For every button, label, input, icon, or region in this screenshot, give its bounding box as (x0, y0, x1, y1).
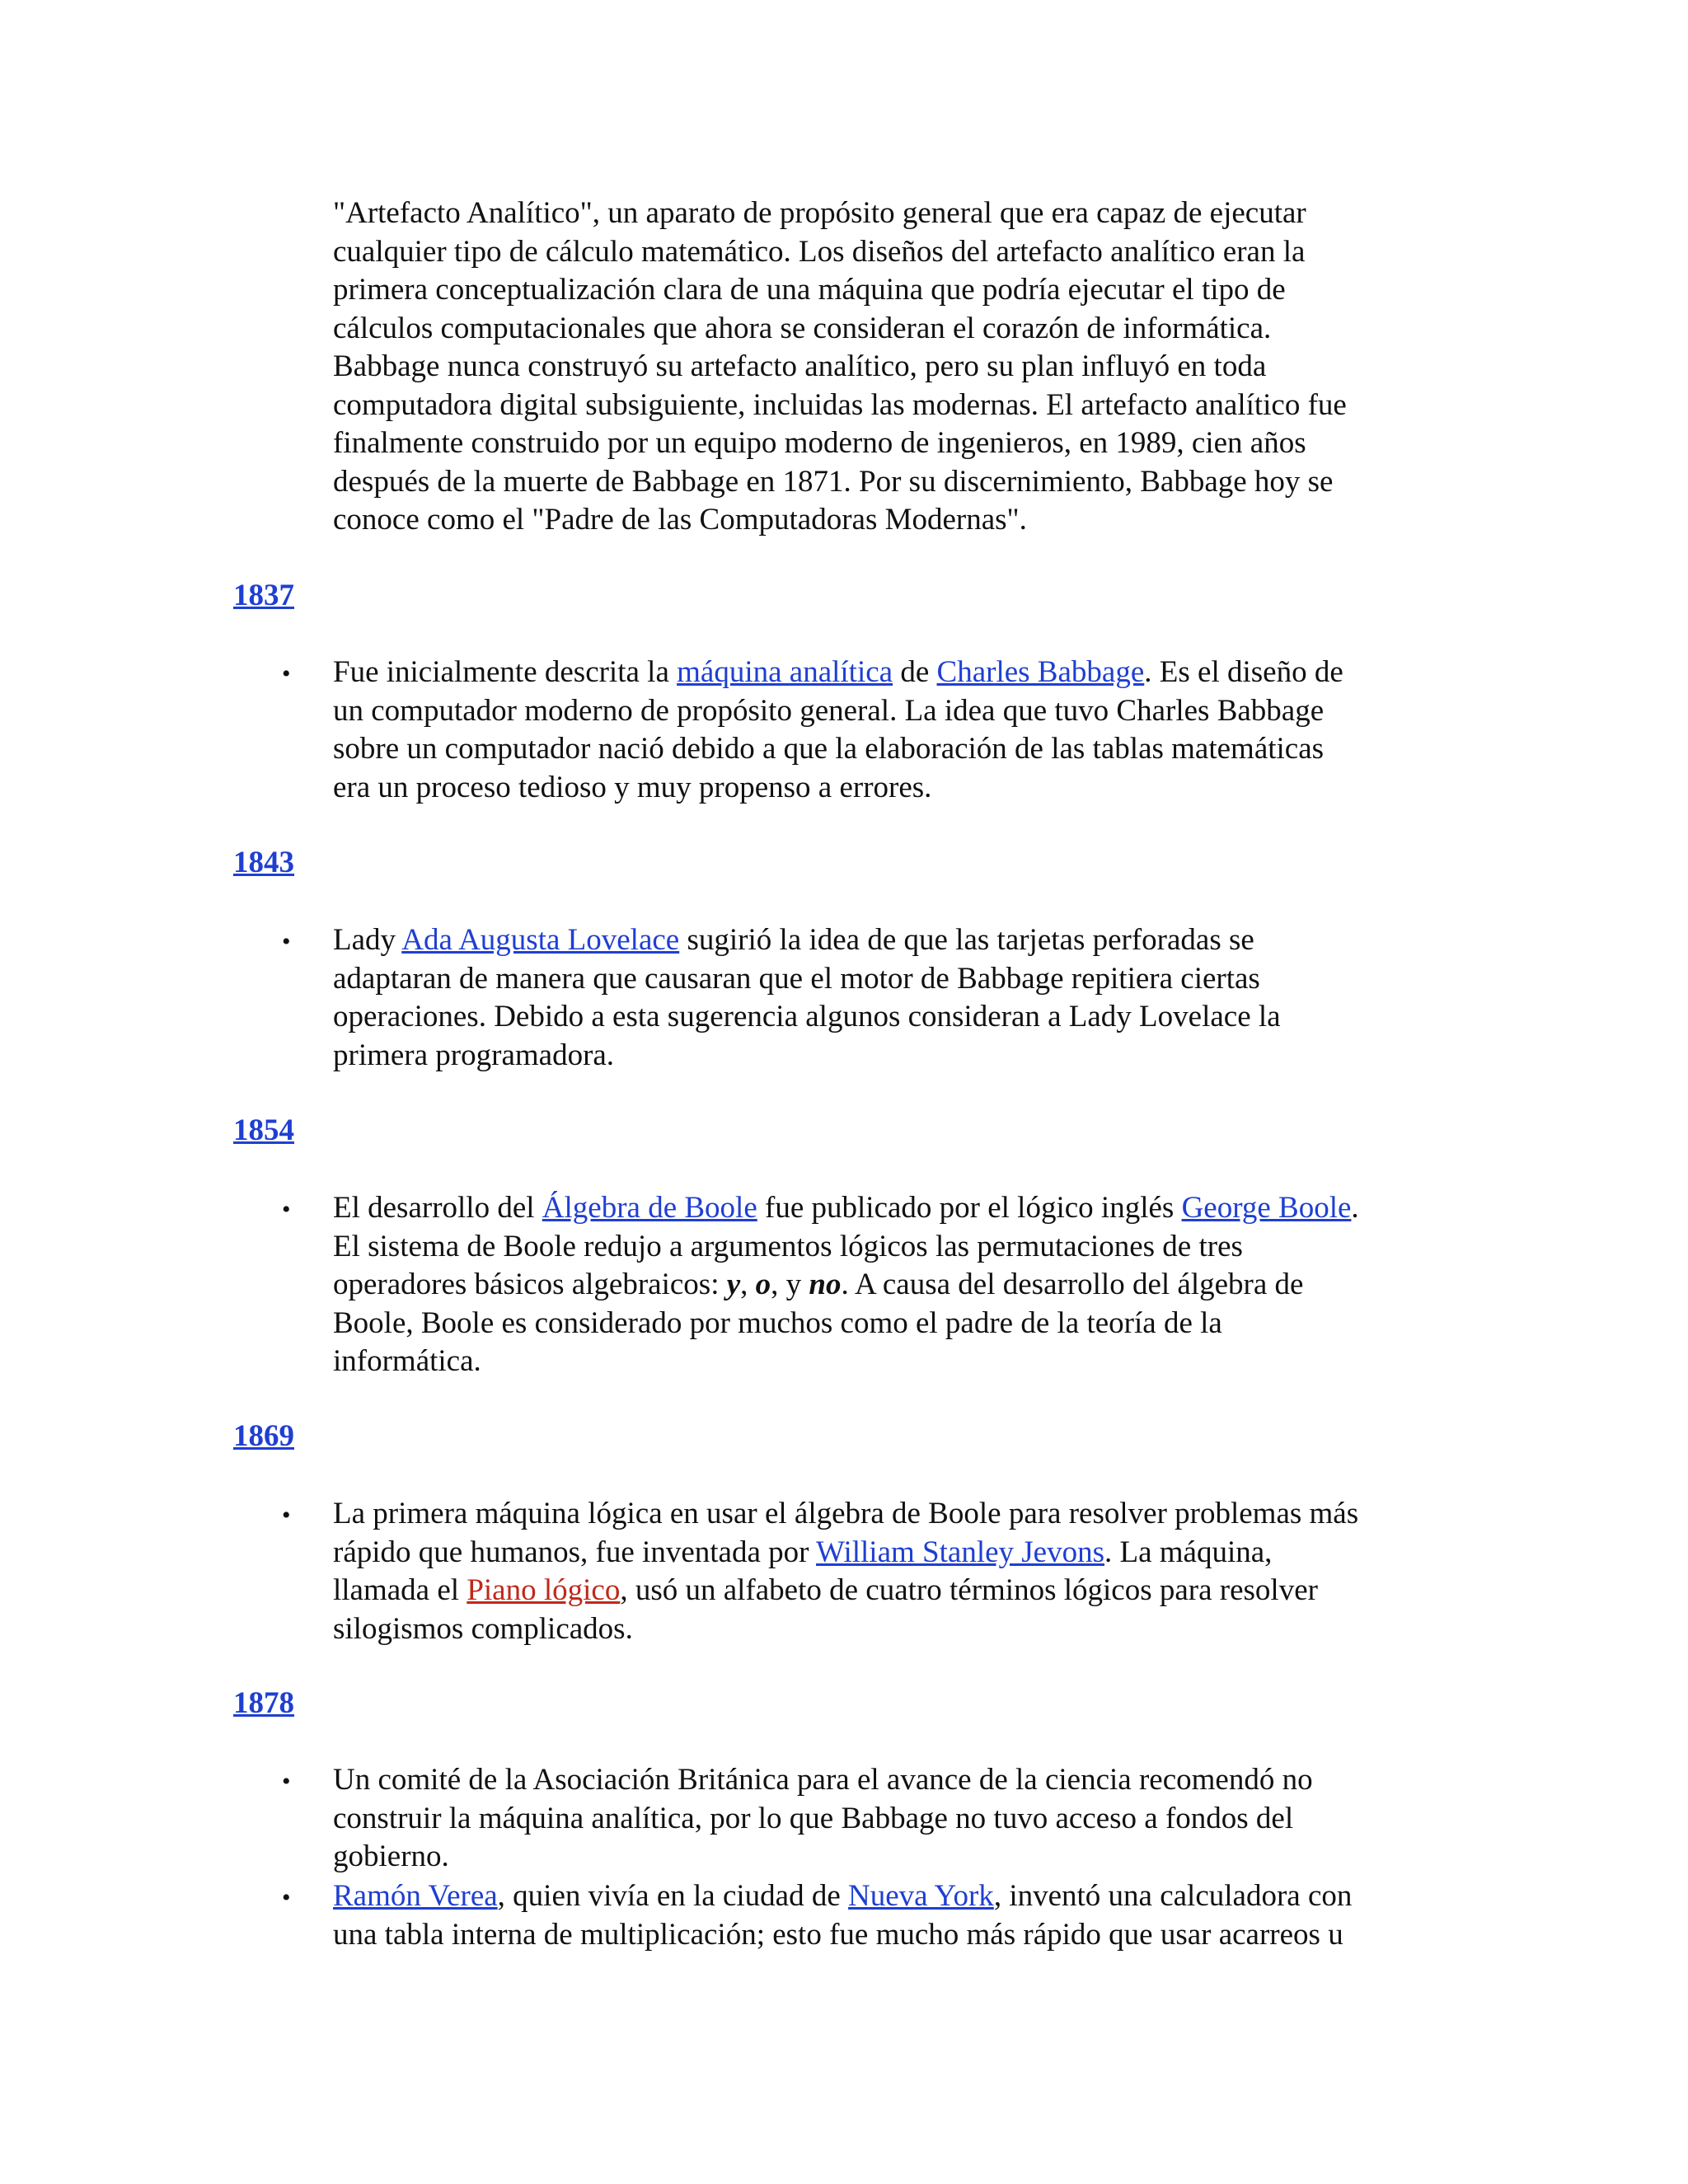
text-span: fue publicado por el lógico inglés (757, 1191, 1182, 1225)
text-line: computadora digital subsiguiente, incluidas las modernas. El artefacto analítico fue (333, 387, 1347, 422)
text-span: El desarrollo del (333, 1191, 542, 1225)
link-algebra-de-boole[interactable]: Álgebra de Boole (542, 1191, 757, 1225)
text-line: primera programadora. (333, 1038, 615, 1072)
text-span: llamada el (333, 1573, 467, 1607)
text-line: La primera máquina lógica en usar el álgebra de Boole para resolver problemas más (333, 1497, 1359, 1530)
text-span: . (1351, 1191, 1359, 1225)
text-line: finalmente construido por un equipo moderno de ingenieros, en 1989, cien años (333, 426, 1306, 460)
text-line (333, 921, 1470, 960)
text-span: rápido que humanos, fue inventada por (333, 1535, 817, 1569)
link-piano-logico[interactable]: Piano lógico (467, 1573, 621, 1607)
text-span: sugirió la idea de que las tarjetas perforadas se (679, 923, 1254, 957)
emphasis-o: o (755, 1268, 771, 1301)
text-line: adaptaran de manera que causaran que el motor de Babbage repitiera ciertas (333, 961, 1260, 996)
text-line: cualquier tipo de cálculo matemático. Los diseños del artefacto analítico eran la (333, 234, 1306, 269)
text-line (333, 654, 1470, 692)
bullet-icon: • (282, 1768, 291, 1795)
text-line: informática. (333, 1344, 481, 1378)
entry-1878-b (333, 1877, 1470, 1954)
year-heading-1843[interactable]: 1843 (233, 846, 294, 879)
text-span: , usó un alfabeto de cuatro términos lógicos para resolver (620, 1573, 1318, 1607)
link-ada-augusta-lovelace[interactable]: Ada Augusta Lovelace (401, 923, 680, 957)
text-line: conoce como el "Padre de las Computadoras Modernas". (333, 503, 1027, 537)
entry-1854 (333, 1189, 1470, 1381)
bullet-icon: • (282, 1196, 291, 1223)
text-line: Un comité de la Asociación Británica para el avance de la ciencia recomendó no (333, 1763, 1313, 1797)
text-line (333, 1266, 1470, 1305)
text-line: un computador moderno de propósito general. La idea que tuvo Charles Babbage (333, 693, 1325, 728)
text-line: "Artefacto Analítico", un aparato de propósito general que era capaz de ejecutar (333, 196, 1306, 230)
link-george-boole[interactable]: George Boole (1181, 1191, 1352, 1225)
text-line (333, 1189, 1470, 1228)
text-line: sobre un computador nació debido a que la elaboración de las tablas matemáticas (333, 732, 1325, 766)
emphasis-y: y (726, 1268, 741, 1301)
text-line: gobierno. (333, 1840, 449, 1873)
text-span: Fue inicialmente descrita la (333, 655, 678, 689)
text-span: . A causa del desarrollo del álgebra de (841, 1268, 1304, 1301)
bullet-icon: • (282, 1502, 291, 1529)
bullet-icon: • (282, 660, 291, 687)
year-heading-1878[interactable]: 1878 (233, 1686, 294, 1720)
text-line: Boole, Boole es considerado por muchos como el padre de la teoría de la (333, 1305, 1222, 1340)
text-line: después de la muerte de Babbage en 1871. Por su discernimiento, Babbage hoy se (333, 464, 1334, 499)
text-line: era un proceso tedioso y muy propenso a errores. (333, 770, 932, 804)
text-line (333, 1534, 1470, 1572)
text-span: . Es el diseño de (1144, 655, 1343, 689)
entry-1878-a (333, 1761, 1470, 1877)
text-line (333, 1572, 1470, 1610)
year-heading-1854[interactable]: 1854 (233, 1113, 294, 1147)
year-heading-1837[interactable]: 1837 (233, 579, 294, 612)
text-span: . La máquina, (1104, 1535, 1273, 1569)
bullet-icon: • (282, 1884, 291, 1911)
text-span: Lady (333, 923, 402, 957)
intro-paragraph (333, 194, 1470, 540)
link-ramon-verea[interactable]: Ramón Verea (333, 1879, 498, 1913)
text-line: primera conceptualización clara de una máquina que podría ejecutar el tipo de (333, 273, 1286, 307)
text-span: , quien vivía en la ciudad de (497, 1879, 849, 1913)
text-line: una tabla interna de multiplicación; esto fue mucho más rápido que usar acarreos u (333, 1917, 1343, 1952)
text-line: construir la máquina analítica, por lo que Babbage no tuvo acceso a fondos del (333, 1801, 1294, 1835)
link-william-stanley-jevons[interactable]: William Stanley Jevons (816, 1535, 1104, 1569)
link-charles-babbage[interactable]: Charles Babbage (936, 655, 1145, 689)
year-heading-1869[interactable]: 1869 (233, 1419, 294, 1453)
emphasis-no: no (809, 1268, 842, 1301)
text-line: Babbage nunca construyó su artefacto analítico, pero su plan influyó en toda (333, 349, 1267, 383)
text-span: , (740, 1268, 756, 1301)
entry-1843 (333, 921, 1470, 1075)
entry-1837 (333, 654, 1470, 807)
text-line: silogismos complicados. (333, 1611, 633, 1646)
link-nueva-york[interactable]: Nueva York (848, 1879, 994, 1913)
text-span: , inventó una calculadora con (993, 1879, 1353, 1913)
entry-1869 (333, 1495, 1470, 1648)
text-span: operadores básicos algebraicos: (333, 1268, 727, 1301)
text-span: , y (771, 1268, 809, 1301)
text-line (333, 1877, 1470, 1916)
text-line: cálculos computacionales que ahora se consideran el corazón de informática. (333, 311, 1272, 345)
text-line: operaciones. Debido a esta sugerencia algunos consideran a Lady Lovelace la (333, 1000, 1281, 1033)
bullet-icon: • (282, 928, 291, 955)
link-maquina-analitica[interactable]: máquina analítica (677, 655, 893, 689)
text-span: de (893, 655, 937, 689)
text-line: El sistema de Boole redujo a argumentos lógicos las permutaciones de tres (333, 1229, 1243, 1263)
